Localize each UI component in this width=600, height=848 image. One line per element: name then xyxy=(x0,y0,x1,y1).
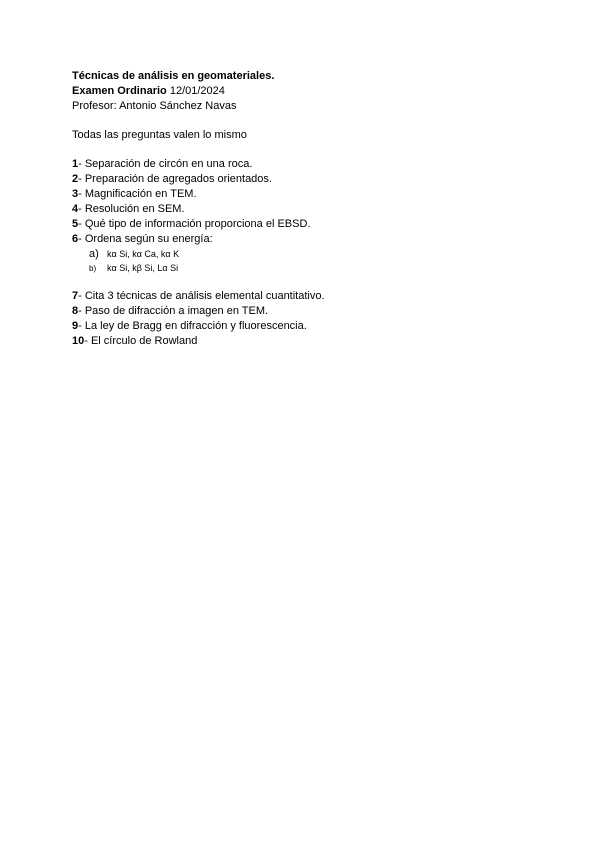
question-number: 5 xyxy=(72,218,79,230)
question-text: - El círculo de Rowland xyxy=(84,335,198,347)
question-number: 1 xyxy=(72,158,79,170)
question-number: 4 xyxy=(72,203,79,215)
question-item xyxy=(72,202,532,217)
question-text: - Separación de circón en una roca. xyxy=(78,158,253,170)
course-title: Técnicas de análisis en geomateriales. xyxy=(72,70,275,82)
question-number: 6 xyxy=(72,233,79,245)
sub-item-letter: a) xyxy=(89,248,99,260)
question-item xyxy=(72,232,532,247)
question-list-2 xyxy=(72,289,532,349)
exam-heading xyxy=(72,84,532,99)
scoring-note: Todas las preguntas valen lo mismo xyxy=(72,129,247,141)
question-text: - Magnificación en TEM. xyxy=(78,188,197,200)
question-item xyxy=(72,289,532,304)
question-number: 8 xyxy=(72,305,79,317)
question-item xyxy=(72,334,532,349)
question-list-1 xyxy=(72,157,532,247)
question-number: 10 xyxy=(72,335,85,347)
question-text: - Qué tipo de información proporciona el EBSD. xyxy=(78,218,311,230)
question-item xyxy=(72,319,532,334)
question-number: 7 xyxy=(72,290,79,302)
question-number: 2 xyxy=(72,173,79,185)
question-text: - Paso de difracción a imagen en TEM. xyxy=(78,305,269,317)
question-item xyxy=(72,217,532,232)
sub-item xyxy=(89,261,532,275)
exam-label: Examen Ordinario xyxy=(72,85,167,97)
professor-line: Profesor: Antonio Sánchez Navas xyxy=(72,100,237,112)
sub-item-list xyxy=(72,247,532,275)
question-text: - Resolución en SEM. xyxy=(78,203,185,215)
question-text: - Cita 3 técnicas de análisis elemental cuantitativo. xyxy=(78,290,325,302)
exam-date: 12/01/2024 xyxy=(169,85,225,97)
question-text: - Ordena según su energía: xyxy=(78,233,213,245)
question-item xyxy=(72,157,532,172)
question-text: - Preparación de agregados orientados. xyxy=(78,173,272,185)
exam-content xyxy=(72,69,532,349)
sub-item xyxy=(89,247,532,261)
question-number: 3 xyxy=(72,188,79,200)
question-item xyxy=(72,187,532,202)
sub-item-text: kα Si, kα Ca, kα K xyxy=(107,249,180,259)
question-item xyxy=(72,304,532,319)
sub-item-letter: b) xyxy=(89,264,97,273)
sub-item-text: kα Si, kβ Si, Lα Si xyxy=(107,263,179,273)
question-number: 9 xyxy=(72,320,79,332)
question-text: - La ley de Bragg en difracción y fluorescencia. xyxy=(78,320,307,332)
question-item xyxy=(72,172,532,187)
